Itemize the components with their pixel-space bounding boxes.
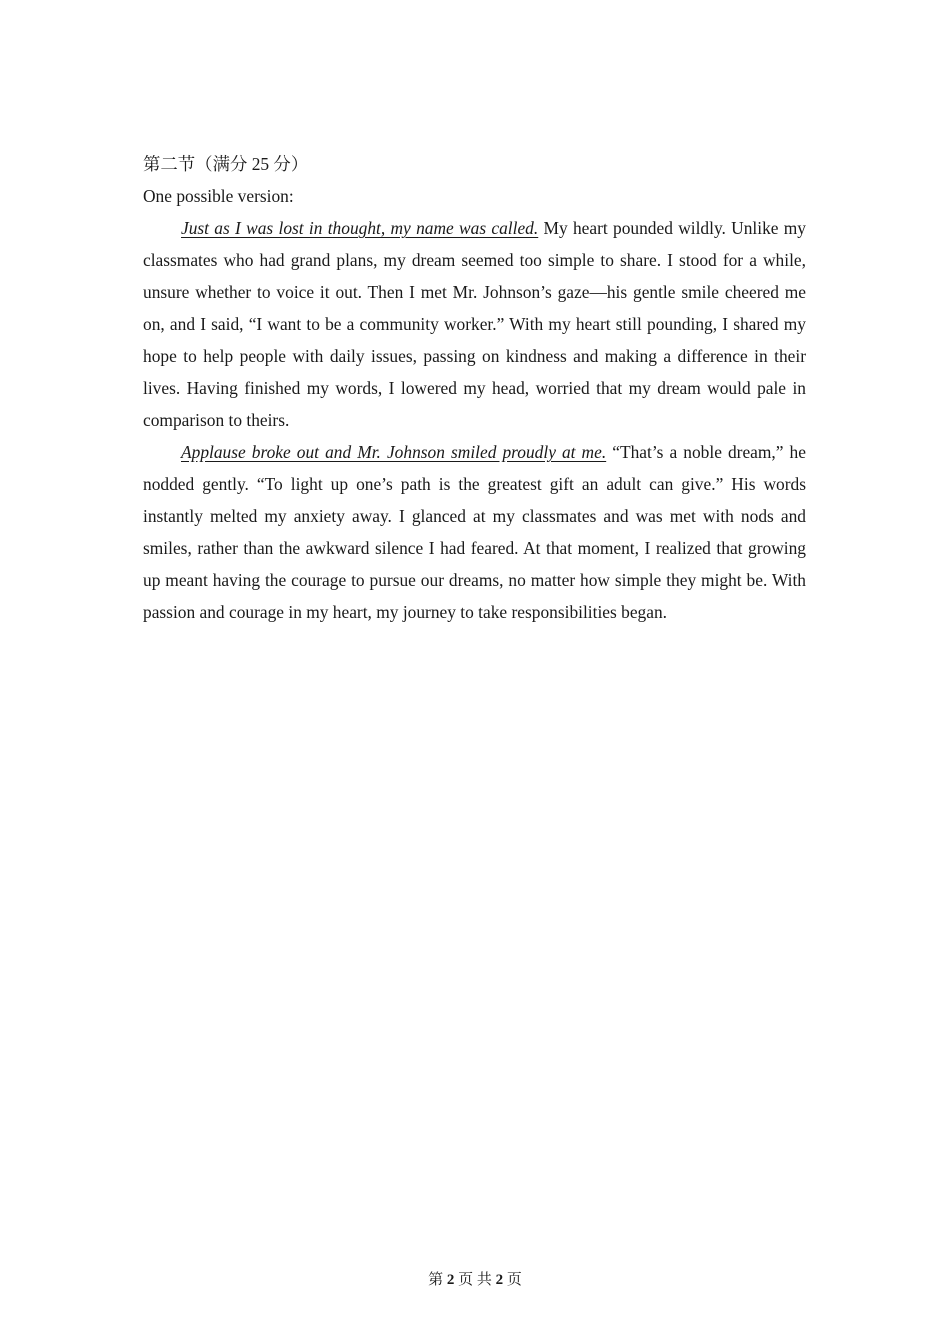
paragraph-2-body: “That’s a noble dream,” he nodded gently. “To light up one’s path is the greatest gift an adult can give.” His words instantly melted my anxiety away. I glanced at my classmates and was met with nods and smiles, rather than the awkward silence I had feared. At that moment, I realized that growing up meant having the courage to pursue our dreams, no matter how simple they might be. With passion and courage in my heart, my journey to take responsibilities began.: [143, 442, 806, 622]
footer-total-pages: 2: [495, 1272, 504, 1288]
paragraph-2: [143, 436, 806, 628]
paragraph-1-starter: Just as I was lost in thought, my name was called.: [181, 218, 539, 238]
version-intro: One possible version:: [143, 186, 294, 206]
document-body: [143, 148, 806, 628]
footer-suffix: 页: [506, 1272, 522, 1288]
footer-middle: 页 共: [458, 1272, 492, 1288]
paragraph-1-body: My heart pounded wildly. Unlike my classmates who had grand plans, my dream seemed too simple to share. I stood for a while, unsure whether to voice it out. Then I met Mr. Johnson’s gaze—his gentle smile cheered me on, and I said, “I want to be a community worker.” With my heart still pounding, I shared my hope to help people with daily issues, passing on kindness and making a difference in their lives. Having finished my words, I lowered my head, worried that my dream would pale in comparison to theirs.: [143, 218, 807, 430]
footer-prefix: 第: [428, 1272, 444, 1288]
footer-page-number: 2: [446, 1272, 455, 1288]
page-footer: [0, 1268, 950, 1292]
section-heading: 第二节（满分 25 分）: [143, 154, 309, 174]
paragraph-2-starter: Applause broke out and Mr. Johnson smiled proudly at me.: [181, 442, 607, 462]
paragraph-1: [143, 212, 806, 436]
